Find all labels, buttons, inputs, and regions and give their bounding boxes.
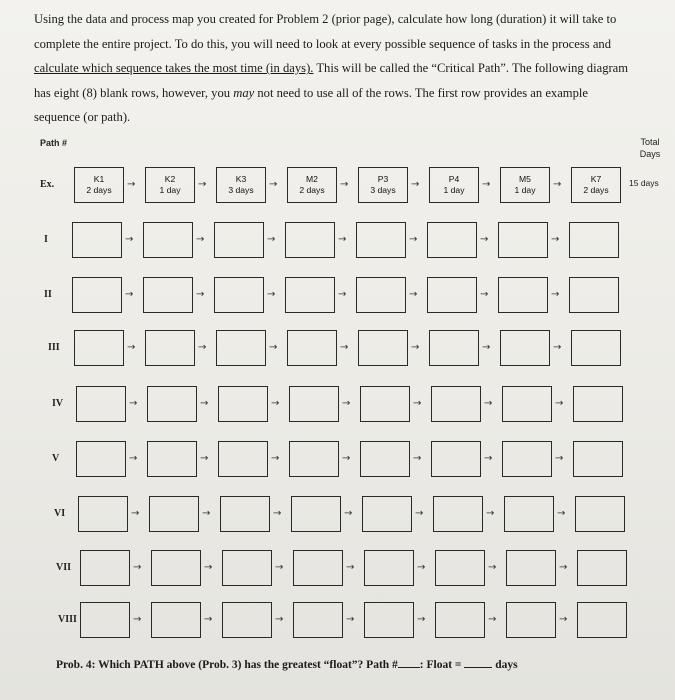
- task-box[interactable]: [151, 602, 201, 638]
- arrow-icon: →: [413, 398, 422, 409]
- arrow-icon: →: [417, 614, 426, 625]
- task-box[interactable]: [214, 222, 264, 258]
- task-box[interactable]: [151, 550, 201, 586]
- arrow-icon: →: [204, 614, 213, 625]
- instructions: [34, 7, 634, 130]
- task-box[interactable]: [74, 330, 124, 366]
- arrow-icon: →: [204, 562, 213, 573]
- task-name: K2: [164, 174, 176, 184]
- task-name: P3: [377, 174, 389, 184]
- prob4-text: Prob. 4: Which PATH above (Prob. 3) has the greatest “float”? Path #: [56, 659, 398, 671]
- arrow-icon: →: [133, 562, 142, 573]
- arrow-icon: →: [275, 562, 284, 573]
- arrow-icon: →: [411, 342, 420, 353]
- task-box[interactable]: [571, 330, 621, 366]
- task-box[interactable]: [80, 550, 130, 586]
- task-name: P4: [448, 174, 460, 184]
- task-duration: 2 days: [299, 185, 325, 195]
- task-box[interactable]: [291, 496, 341, 532]
- example-total-days: 15 days: [629, 178, 659, 188]
- row-label-iii: III: [48, 342, 60, 353]
- task-box[interactable]: [506, 602, 556, 638]
- example-task-box: [358, 167, 408, 203]
- task-duration: 1 day: [443, 185, 465, 195]
- task-box[interactable]: [222, 602, 272, 638]
- task-box[interactable]: [506, 550, 556, 586]
- prob4-question: [56, 659, 518, 671]
- arrow-icon: →: [482, 342, 491, 353]
- task-box[interactable]: [289, 441, 339, 477]
- task-box[interactable]: [216, 330, 266, 366]
- task-box[interactable]: [364, 602, 414, 638]
- arrow-icon: →: [346, 614, 355, 625]
- task-box[interactable]: [364, 550, 414, 586]
- arrow-icon: →: [553, 179, 562, 190]
- arrow-icon: →: [129, 398, 138, 409]
- arrow-icon: →: [338, 289, 347, 300]
- task-box[interactable]: [500, 330, 550, 366]
- arrow-icon: →: [417, 562, 426, 573]
- task-box[interactable]: [573, 441, 623, 477]
- task-box[interactable]: [435, 550, 485, 586]
- instr-seg2: This will be called the “Critical Path”. The following diagram has eight (8) blank rows, however, you: [34, 61, 629, 100]
- example-task-box: [216, 167, 266, 203]
- task-duration: 2 days: [86, 185, 112, 195]
- arrow-icon: →: [559, 614, 568, 625]
- row-label-v: V: [52, 453, 60, 464]
- row-label-iv: IV: [52, 398, 64, 409]
- task-duration: 3 days: [228, 185, 254, 195]
- task-box[interactable]: [72, 222, 122, 258]
- arrow-icon: →: [484, 453, 493, 464]
- task-box[interactable]: [427, 222, 477, 258]
- task-box[interactable]: [356, 222, 406, 258]
- task-box[interactable]: [498, 277, 548, 313]
- arrow-icon: →: [198, 342, 207, 353]
- task-box[interactable]: [429, 330, 479, 366]
- task-box[interactable]: [78, 496, 128, 532]
- arrow-icon: →: [482, 179, 491, 190]
- task-box[interactable]: [149, 496, 199, 532]
- arrow-icon: →: [271, 398, 280, 409]
- row-label-vii: VII: [56, 562, 72, 573]
- prob4-days-label: days: [495, 659, 518, 671]
- task-box[interactable]: [143, 277, 193, 313]
- row-label-viii: VIII: [58, 614, 77, 625]
- arrow-icon: →: [555, 398, 564, 409]
- task-box[interactable]: [356, 277, 406, 313]
- instr-underlined: calculate which sequence takes the most time (in days).: [34, 61, 314, 76]
- arrow-icon: →: [200, 453, 209, 464]
- task-box[interactable]: [569, 277, 619, 313]
- arrow-icon: →: [342, 453, 351, 464]
- task-duration: 2 days: [583, 185, 609, 195]
- total-header-line2: Days: [639, 149, 661, 159]
- task-box[interactable]: [285, 277, 335, 313]
- task-box[interactable]: [293, 602, 343, 638]
- example-task-box: [145, 167, 195, 203]
- arrow-icon: →: [196, 234, 205, 245]
- arrow-icon: →: [133, 614, 142, 625]
- task-box[interactable]: [145, 330, 195, 366]
- arrow-icon: →: [340, 179, 349, 190]
- arrow-icon: →: [555, 453, 564, 464]
- task-box[interactable]: [502, 441, 552, 477]
- arrow-icon: →: [411, 179, 420, 190]
- arrow-icon: →: [338, 234, 347, 245]
- arrow-icon: →: [344, 508, 353, 519]
- task-name: M5: [519, 174, 531, 184]
- arrow-icon: →: [200, 398, 209, 409]
- task-box[interactable]: [435, 602, 485, 638]
- arrow-icon: →: [198, 179, 207, 190]
- path-header: Path #: [40, 138, 68, 148]
- task-box[interactable]: [289, 386, 339, 422]
- task-duration: 1 day: [159, 185, 181, 195]
- arrow-icon: →: [267, 234, 276, 245]
- example-row-label: Ex.: [40, 179, 55, 190]
- task-box[interactable]: [573, 386, 623, 422]
- task-box[interactable]: [575, 496, 625, 532]
- arrow-icon: →: [486, 508, 495, 519]
- arrow-icon: →: [127, 179, 136, 190]
- task-duration: 1 day: [514, 185, 536, 195]
- example-task-box: [571, 167, 621, 203]
- task-box[interactable]: [147, 441, 197, 477]
- task-box[interactable]: [577, 602, 627, 638]
- prob4-float-blank[interactable]: [464, 667, 492, 668]
- arrow-icon: →: [269, 179, 278, 190]
- arrow-icon: →: [267, 289, 276, 300]
- prob4-path-blank[interactable]: [398, 667, 420, 668]
- arrow-icon: →: [409, 289, 418, 300]
- row-label-i: I: [44, 234, 48, 245]
- task-name: K7: [590, 174, 602, 184]
- task-box[interactable]: [222, 550, 272, 586]
- example-task-box: [429, 167, 479, 203]
- arrow-icon: →: [409, 234, 418, 245]
- task-box[interactable]: [76, 386, 126, 422]
- task-box[interactable]: [502, 386, 552, 422]
- task-box[interactable]: [72, 277, 122, 313]
- task-duration: 3 days: [370, 185, 396, 195]
- arrow-icon: →: [413, 453, 422, 464]
- arrow-icon: →: [271, 453, 280, 464]
- arrow-icon: →: [557, 508, 566, 519]
- task-box[interactable]: [577, 550, 627, 586]
- arrow-icon: →: [269, 342, 278, 353]
- task-box[interactable]: [147, 386, 197, 422]
- task-box[interactable]: [360, 386, 410, 422]
- arrow-icon: →: [480, 289, 489, 300]
- arrow-icon: →: [125, 289, 134, 300]
- arrow-icon: →: [415, 508, 424, 519]
- prob4-float-label: : Float =: [419, 659, 465, 671]
- arrow-icon: →: [196, 289, 205, 300]
- example-task-box: [74, 167, 124, 203]
- task-box[interactable]: [431, 386, 481, 422]
- total-header-line1: Total: [640, 137, 660, 147]
- arrow-icon: →: [340, 342, 349, 353]
- arrow-icon: →: [346, 562, 355, 573]
- task-box[interactable]: [143, 222, 193, 258]
- task-name: M2: [306, 174, 318, 184]
- arrow-icon: →: [551, 289, 560, 300]
- task-name: K3: [235, 174, 247, 184]
- arrow-icon: →: [480, 234, 489, 245]
- arrow-icon: →: [125, 234, 134, 245]
- example-task-box: [500, 167, 550, 203]
- arrow-icon: →: [127, 342, 136, 353]
- task-box[interactable]: [433, 496, 483, 532]
- row-label-ii: II: [44, 289, 52, 300]
- task-box[interactable]: [569, 222, 619, 258]
- task-box[interactable]: [76, 441, 126, 477]
- task-box[interactable]: [362, 496, 412, 532]
- task-box[interactable]: [287, 330, 337, 366]
- arrow-icon: →: [275, 614, 284, 625]
- arrow-icon: →: [559, 562, 568, 573]
- task-name: K1: [93, 174, 105, 184]
- task-box[interactable]: [218, 386, 268, 422]
- instr-seg3: not need to use all of the rows. The first row provides an example sequence (or path).: [34, 85, 588, 125]
- arrow-icon: →: [553, 342, 562, 353]
- row-label-vi: VI: [54, 508, 66, 519]
- arrow-icon: →: [488, 614, 497, 625]
- task-box[interactable]: [214, 277, 264, 313]
- task-box[interactable]: [358, 330, 408, 366]
- arrow-icon: →: [484, 398, 493, 409]
- arrow-icon: →: [273, 508, 282, 519]
- instr-may: may: [233, 85, 255, 100]
- example-task-box: [287, 167, 337, 203]
- arrow-icon: →: [488, 562, 497, 573]
- total-days-header: [630, 136, 670, 160]
- arrow-icon: →: [342, 398, 351, 409]
- task-box[interactable]: [427, 277, 477, 313]
- task-box[interactable]: [220, 496, 270, 532]
- task-box[interactable]: [80, 602, 130, 638]
- task-box[interactable]: [360, 441, 410, 477]
- arrow-icon: →: [131, 508, 140, 519]
- task-box[interactable]: [431, 441, 481, 477]
- task-box[interactable]: [293, 550, 343, 586]
- task-box[interactable]: [504, 496, 554, 532]
- instr-seg1: Using the data and process map you created for Problem 2 (prior page), calculate how long (duration) it will take to complete the entire project. To do this, you will need to look at every possible sequence of tasks in the process and: [34, 12, 617, 51]
- arrow-icon: →: [129, 453, 138, 464]
- arrow-icon: →: [551, 234, 560, 245]
- arrow-icon: →: [202, 508, 211, 519]
- task-box[interactable]: [285, 222, 335, 258]
- task-box[interactable]: [218, 441, 268, 477]
- task-box[interactable]: [498, 222, 548, 258]
